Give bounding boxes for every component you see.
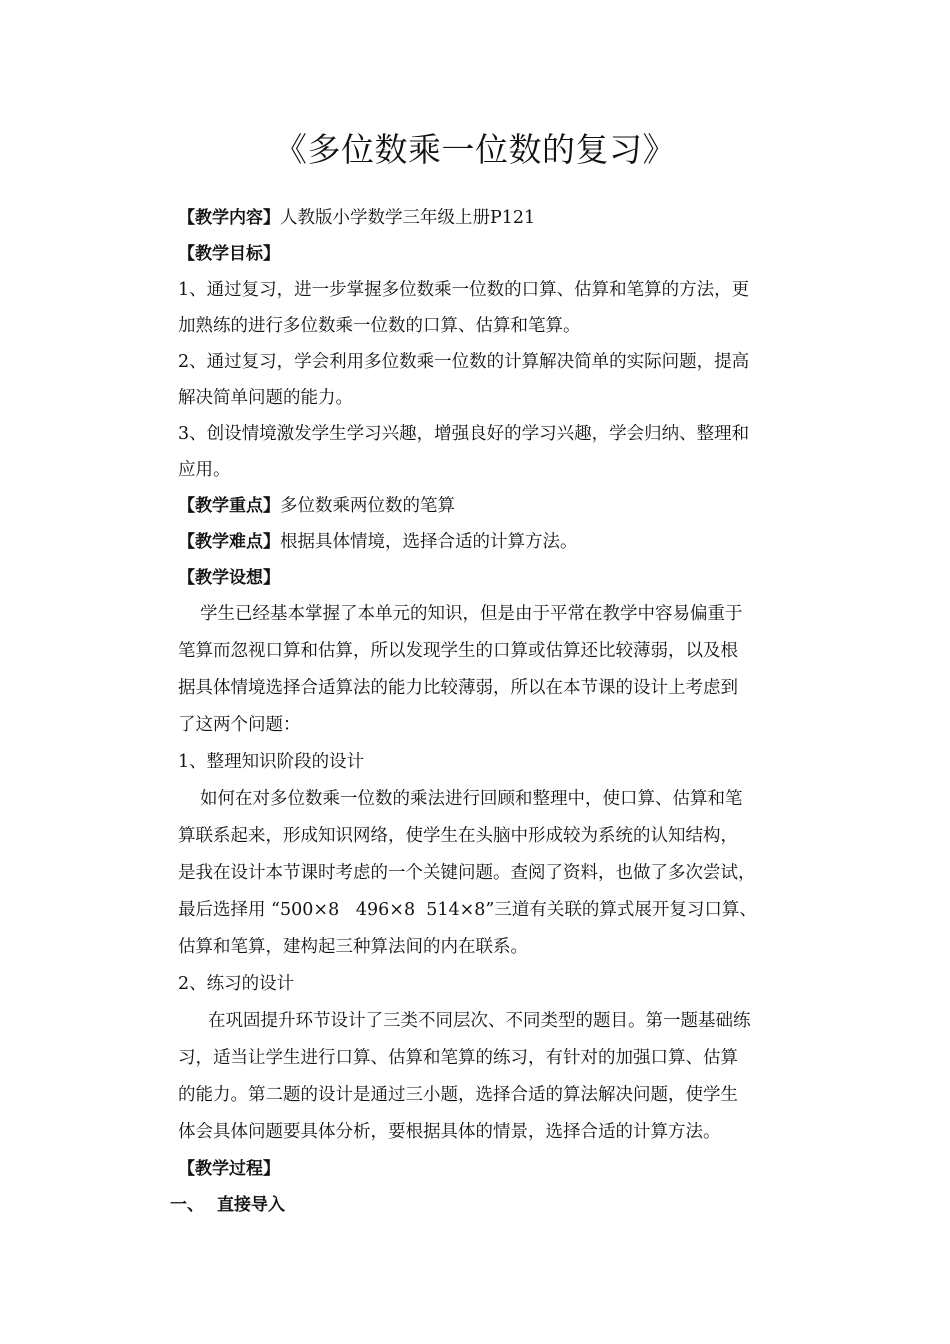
goals-label: 【教学目标】 (178, 244, 280, 264)
design-part2-line: 的能力。第二题的设计是通过三小题，选择合适的算法解决问题，使学生 (178, 1085, 738, 1105)
formula-text: 最后选择用 “500×8 496×8 514×8” (178, 900, 495, 920)
design-part1-line: 估算和笔算，建构起三种算法间的内在联系。 (178, 937, 528, 957)
design-part1-line-4 (178, 892, 828, 929)
design-intro-line: 笔算而忽视口算和估算，所以发现学生的口算或估算还比较薄弱，以及根 (178, 641, 738, 661)
goal-line: 应用。 (178, 460, 231, 480)
key-point-row (178, 488, 828, 524)
document-body (170, 200, 828, 1223)
goal-line: 2、通过复习，学会利用多位数乘一位数的计算解决简单的实际问题，提高 (178, 352, 750, 372)
difficulty-row (178, 524, 828, 560)
document-title: 《多位数乘一位数的复习》 (274, 130, 676, 169)
design-part1-line: 是我在设计本节课时考虑的一个关键问题。查阅了资料，也做了多次尝试， (178, 863, 756, 883)
design-part1-line: 如何在对多位数乘一位数的乘法进行回顾和整理中，使口算、估算和笔 (200, 789, 743, 809)
goal-line: 1、通过复习，进一步掌握多位数乘一位数的口算、估算和笔算的方法，更 (178, 280, 750, 300)
goal-line: 解决简单问题的能力。 (178, 388, 353, 408)
process-label: 【教学过程】 (178, 1159, 280, 1179)
content-row (178, 200, 828, 236)
formula-description: 三道有关联的算式展开复习口算、 (494, 900, 757, 920)
design-part1-heading: 1、整理知识阶段的设计 (178, 752, 365, 772)
design-part1-line: 算联系起来，形成知识网络，使学生在头脑中形成较为系统的认知结构， (178, 826, 738, 846)
design-intro-line: 据具体情境选择合适算法的能力比较薄弱，所以在本节课的设计上考虑到 (178, 678, 738, 698)
goal-line: 加熟练的进行多位数乘一位数的口算、估算和笔算。 (178, 316, 581, 336)
difficulty-text: 根据具体情境，选择合适的计算方法。 (280, 532, 578, 552)
difficulty-label: 【教学难点】 (178, 532, 280, 552)
design-intro-line: 学生已经基本掌握了本单元的知识，但是由于平常在教学中容易偏重于 (200, 604, 743, 624)
section-number: 一、 (170, 1195, 204, 1215)
section-heading (170, 1187, 828, 1223)
design-part2-line: 体会具体问题要具体分析，要根据具体的情景，选择合适的计算方法。 (178, 1122, 721, 1142)
content-text: 人教版小学数学三年级上册P121 (280, 208, 536, 228)
content-label: 【教学内容】 (178, 208, 280, 228)
key-point-label: 【教学重点】 (178, 496, 280, 516)
design-part2-line: 习，适当让学生进行口算、估算和笔算的练习，有针对的加强口算、估算 (178, 1048, 738, 1068)
section-title: 直接导入 (217, 1195, 285, 1215)
design-label: 【教学设想】 (178, 568, 280, 588)
key-point-text: 多位数乘两位数的笔算 (280, 496, 455, 516)
design-part2-heading: 2、练习的设计 (178, 974, 295, 994)
design-intro-line: 了这两个问题： (178, 715, 301, 735)
design-part2-line: 在巩固提升环节设计了三类不同层次、不同类型的题目。第一题基础练 (208, 1011, 751, 1031)
goal-line: 3、创设情境激发学生学习兴趣，增强良好的学习兴趣，学会归纳、整理和 (178, 424, 750, 444)
